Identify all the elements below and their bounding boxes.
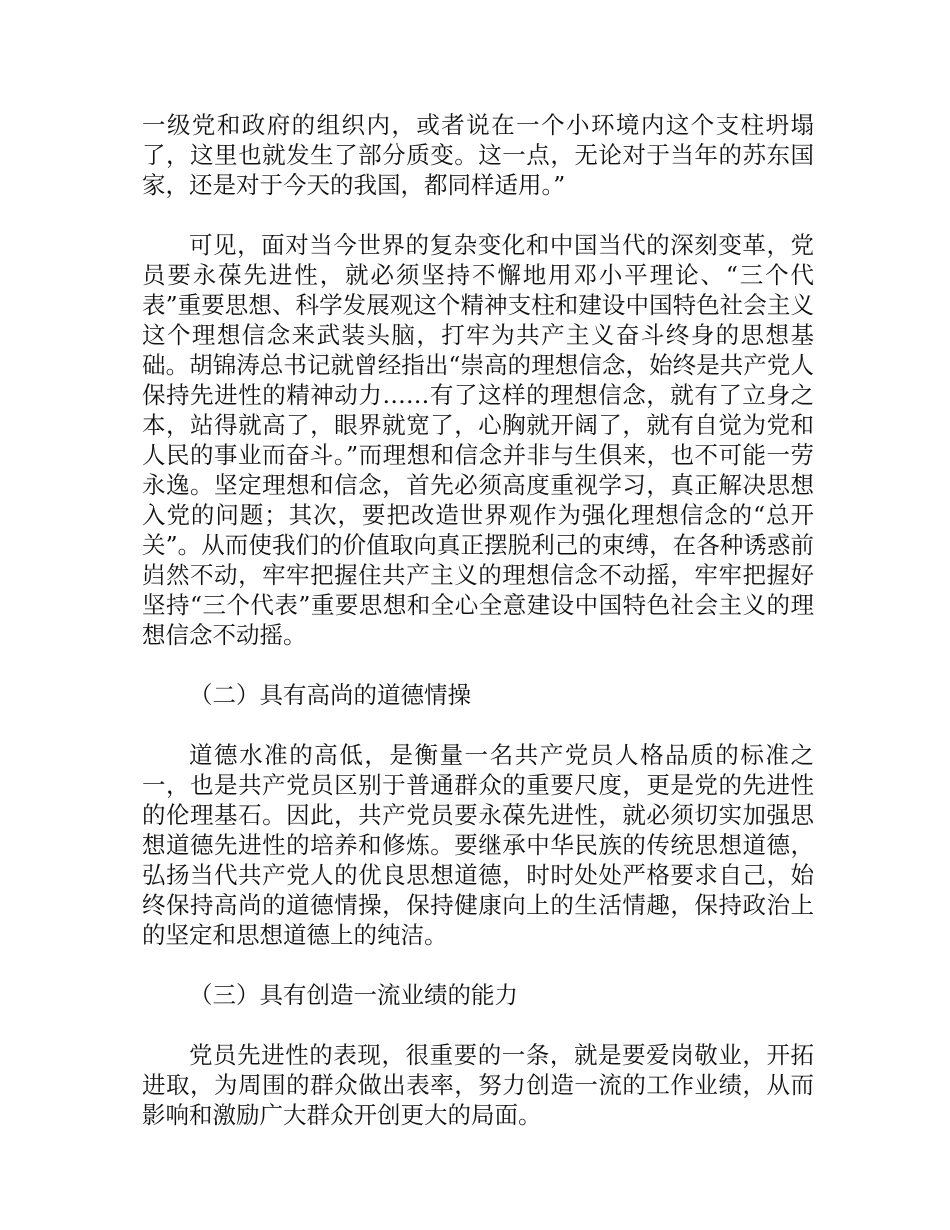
paragraph-continuation: 一级党和政府的组织内，或者说在一个小环境内这个支柱坍塌了，这里也就发生了部分质变。这一点，无论对于当年的苏东国家，还是对于今天的我国，都同样适用。” — [142, 111, 814, 199]
paragraph-moral-standards: 道德水准的高低，是衡量一名共产党员人格品质的标准之一，也是共产党员区别于普通群众的重要尺度，更是党的先进性的伦理基石。因此，共产党员要永葆先进性，就必须切实加强思想道德先进性的培养和修炼。要继承中华民族的传统思想道德，弘扬当代共产党人的优良思想道德，时时处处严格要求自己，始终保持高尚的道德情操，保持健康向上的生活情趣，保持政治上的坚定和思想道德上的纯洁。 — [142, 741, 814, 949]
document-body — [142, 110, 814, 1160]
paragraph-job-dedication: 党员先进性的表现，很重要的一条，就是要爱岗敬业，开拓进取，为周围的群众做出表率，努力创造一流的工作业绩，从而影响和激励广大群众开创更大的局面。 — [142, 1041, 814, 1129]
section-heading-first-class-performance: （三）具有创造一流业绩的能力 — [189, 981, 518, 1009]
section-heading-moral-character: （二）具有高尚的道德情操 — [189, 681, 471, 709]
paragraph-ideals-beliefs: 可见，面对当今世界的复杂变化和中国当代的深刻变革，党员要永葆先进性，就必须坚持不懈地用邓小平理论、“三个代表”重要思想、科学发展观这个精神支柱和建设中国特色社会主义这个理想信念来武装头脑，打牢为共产主义奋斗终身的思想基础。胡锦涛总书记就曾经指出“崇高的理想信念，始终是共产党人保持先进性的精神动力……有了这样的理想信念，就有了立身之本，站得就高了，眼界就宽了，心胸就开阔了，就有自觉为党和人民的事业而奋斗。”而理想和信念并非与生俱来，也不可能一劳永逸。坚定理想和信念，首先必须高度重视学习，真正解决思想入党的问题；其次，要把改造世界观作为强化理想信念的“总开关”。从而使我们的价值取向真正摆脱利己的束缚，在各种诱惑前岿然不动，牢牢把握住共产主义的理想信念不动摇，牢牢把握好坚持“三个代表”重要思想和全心全意建设中国特色社会主义的理想信念不动摇。 — [142, 231, 814, 649]
